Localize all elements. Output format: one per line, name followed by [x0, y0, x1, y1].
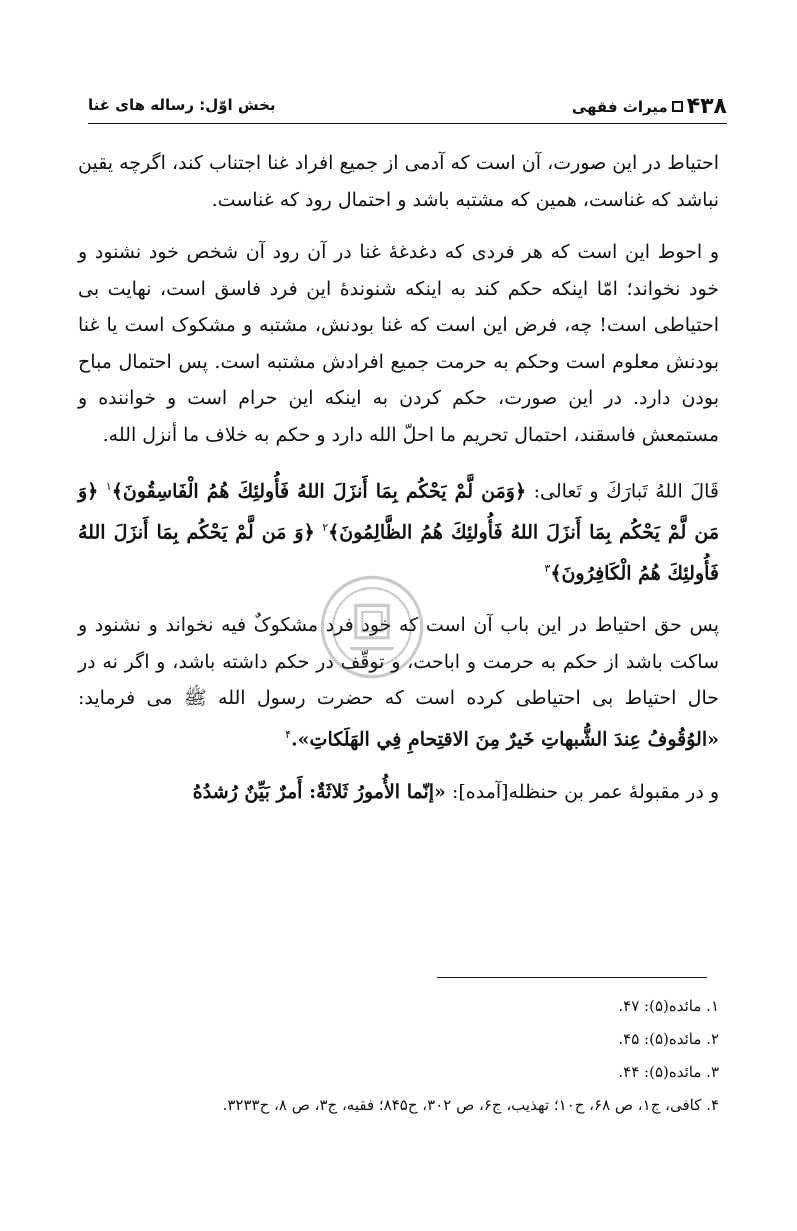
footnote: ۱. مائده(۵): ۴۷.	[618, 997, 719, 1015]
square-ornament-icon	[672, 101, 683, 112]
quran-verse: ﴿وَ مَن لَّمْ يَحْكُم بِمَا أَنزَلَ اللهُ فَأُولئِكَ هُمُ الْكَافِرُونَ﴾	[78, 521, 719, 584]
footnote-ref: ۲	[322, 520, 329, 534]
quran-verse: ﴿وَ مَن لَّمْ يَحْكُم بِمَا أَنزَلَ اللهُ فَأُولئِكَ هُمُ الظَّالِمُونَ﴾	[78, 480, 719, 544]
quran-verse: ﴿وَمَن لَّمْ يَحْكُم بِمَا أَنزَلَ اللهُ فَأُولئِكَ هُمُ الْفَاسِقُونَ﴾	[111, 480, 527, 503]
quran-intro: قَالَ اللهُ تَبارَكَ و تَعالى:	[533, 480, 719, 503]
footnote-ref: ۱	[105, 480, 112, 493]
library-watermark-icon	[318, 573, 426, 681]
footnotes	[78, 990, 719, 1122]
footnote-ref: ۳	[544, 561, 551, 575]
page-number: ۴۳۸	[686, 94, 727, 119]
paragraph: احتیاط در این صورت، آن است که آدمی از جمیع افراد غنا اجتناب کند، اگرچه یقین نباشد که غناست، همین که مشتبه باشد و احتمال رود که غناست.	[78, 152, 719, 211]
paragraph-text: پس حق احتیاط در این باب آن است که خود فرد مشکوکٌ فیه نخواند و نشنود و ساکت باشد از حکم به حرمت و اباحت، و توقّف در حکم داشته باشد، و اگر نه در حال احتیاط بی احتیاطی کرده است که حضرت رسول الله ﷺ می فرماید:	[78, 614, 719, 710]
hadith-quote: «إنّما الأُمورُ ثَلاثَةٌ: أَمرٌ بَيِّنٌ رُشدُهُ	[192, 780, 446, 803]
header-divider	[88, 123, 727, 124]
footnote-divider	[437, 977, 707, 978]
main-text	[78, 145, 719, 826]
paragraph-text: و در مقبولهٔ عمر بن حنظله[آمده]:	[451, 780, 719, 803]
footnote: ۳. مائده(۵): ۴۴.	[618, 1063, 719, 1081]
paragraph: و احوط این است که هر فردی که دغدغهٔ غنا در آن رود آن شخص خود نشنود و خود نخواند؛ امّا اینکه حکم کند به اینکه شنوندهٔ این فرد فاسق است، نهایت بی احتیاطی است! چه، فرض این است که غنا بودنش، مشتبه و مشکوک است یا غنا بودنش معلوم است وحکم به حرمت جمیع افرادش مشتبه است. پس احتمال مباح بودن دارد. در این صورت، حکم کردن به اینکه این حرام است و خواننده و مستمعش فاسقند، احتمال تحریم ما احلّ الله دارد و حکم به خلاف ما أنزل الله.	[78, 241, 719, 446]
header-book-info	[572, 94, 727, 119]
footnote-ref: ۴	[285, 727, 292, 741]
paragraph	[78, 774, 719, 811]
footnote: ۴. کافی، ج۱، ص ۶۸، ح۱۰؛ تهذیب، ج۶، ص ۳۰۲، ح۸۴۵؛ فقیه، ج۳، ص ۸، ح۳۲۳۳.	[222, 1096, 719, 1114]
footnote: ۲. مائده(۵): ۴۵.	[618, 1030, 719, 1048]
book-title: میراث فقهی	[571, 97, 668, 116]
section-title: بخش اوّل: رساله های غنا	[88, 96, 276, 114]
hadith-quote: «الوُقُوفُ عِندَ الشُّبهاتِ خَيرٌ مِنَ الاقتِحامِ فِي الهَلَكاتِ».	[291, 728, 719, 751]
running-header	[88, 90, 727, 124]
